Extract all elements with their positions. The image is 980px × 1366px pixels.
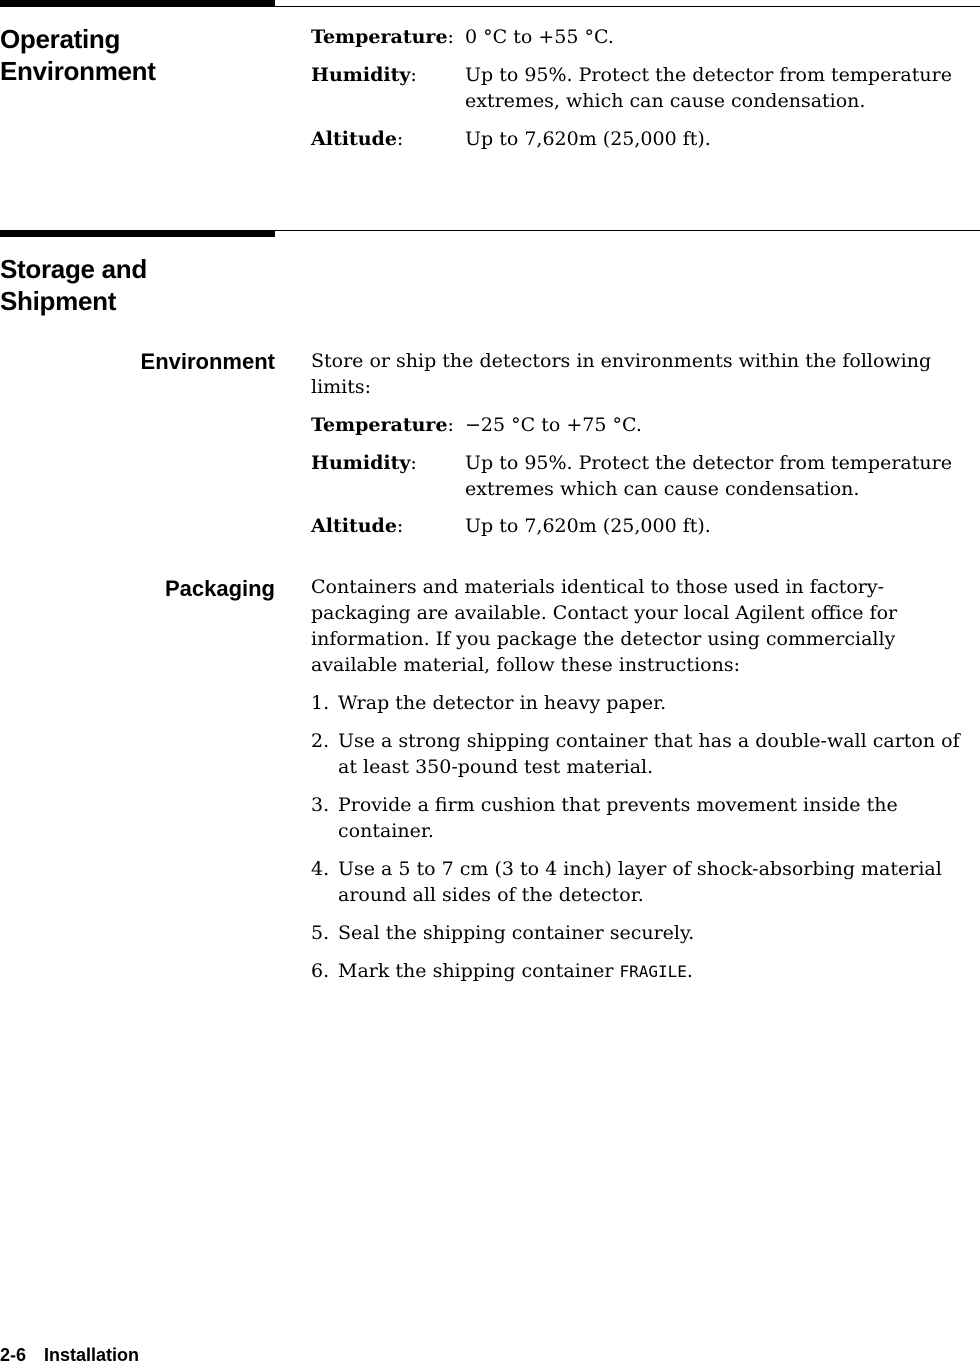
step-number: 3. (311, 794, 330, 816)
spec-label: Altitude: (311, 515, 404, 537)
section-rule-thick (0, 230, 275, 237)
spec-label: Temperature: (311, 26, 454, 48)
section-rule-thin (275, 6, 980, 7)
section-rule-thick (0, 0, 275, 7)
operating-temperature-row (311, 24, 979, 50)
step-number: 4. (311, 858, 330, 880)
list-item (311, 690, 979, 716)
spec-value: Up to 7,620m (25,000 ft). (465, 515, 711, 537)
spec-label: Temperature: (311, 414, 454, 436)
fragile-mark: FRAGILE (619, 962, 687, 981)
environment-heading: Environment (140, 349, 275, 374)
packaging-intro: Containers and materials identical to those used in factory-packaging are available. Contact your local Agilent office for information. If you package the detector using commercially available material, follow these instructions: (311, 576, 898, 676)
list-item (311, 792, 979, 844)
spec-value: −25 °C to +75 °C. (465, 414, 642, 436)
environment-intro: Store or ship the detectors in environments within the following limits: (311, 350, 932, 398)
section-rule-thin (275, 230, 980, 231)
operating-environment-title: Operating Environment (0, 24, 156, 86)
spec-value: Up to 7,620m (25,000 ft). (465, 128, 711, 150)
step-number: 1. (311, 692, 330, 714)
spec-label: Altitude: (311, 128, 404, 150)
step-number: 5. (311, 922, 330, 944)
step-text: Use a 5 to 7 cm (3 to 4 inch) layer of shock-absorbing material around all sides of the detector. (338, 858, 942, 906)
packaging-heading: Packaging (164, 576, 275, 601)
step-text: Use a strong shipping container that has a double-wall carton of at least 350-pound test material. (338, 730, 960, 778)
step-text: Provide a firm cushion that prevents movement inside the container. (338, 794, 898, 842)
list-item (311, 728, 979, 780)
storage-shipment-title: Storage and Shipment (0, 254, 147, 316)
chapter-name: Installation (44, 1345, 140, 1365)
step-text: Mark the shipping container (338, 960, 614, 982)
step-number: 6. (311, 960, 330, 982)
spec-value: Up to 95%. Protect the detector from temperature extremes which can cause condensation. (465, 452, 952, 500)
packaging-steps (311, 690, 979, 997)
storage-altitude-row (311, 513, 979, 539)
spec-label: Humidity: (311, 452, 417, 474)
storage-humidity-row (311, 450, 979, 502)
step-number: 2. (311, 730, 330, 752)
operating-altitude-row (311, 126, 979, 152)
step-text: Seal the shipping container securely. (338, 922, 695, 944)
page-number: 2-6 (0, 1345, 27, 1365)
spec-value: 0 °C to +55 °C. (465, 26, 614, 48)
operating-humidity-row (311, 62, 979, 114)
storage-temperature-row (311, 412, 979, 438)
list-item: 6. Mark the shipping container FRAGILE. (311, 960, 693, 982)
spec-value: Up to 95%. Protect the detector from temperature extremes, which can cause condensation. (465, 64, 952, 112)
step-text: Wrap the detector in heavy paper. (338, 692, 667, 714)
list-item (311, 920, 979, 946)
page-footer (0, 1344, 139, 1366)
list-item (311, 856, 979, 908)
spec-label: Humidity: (311, 64, 417, 86)
